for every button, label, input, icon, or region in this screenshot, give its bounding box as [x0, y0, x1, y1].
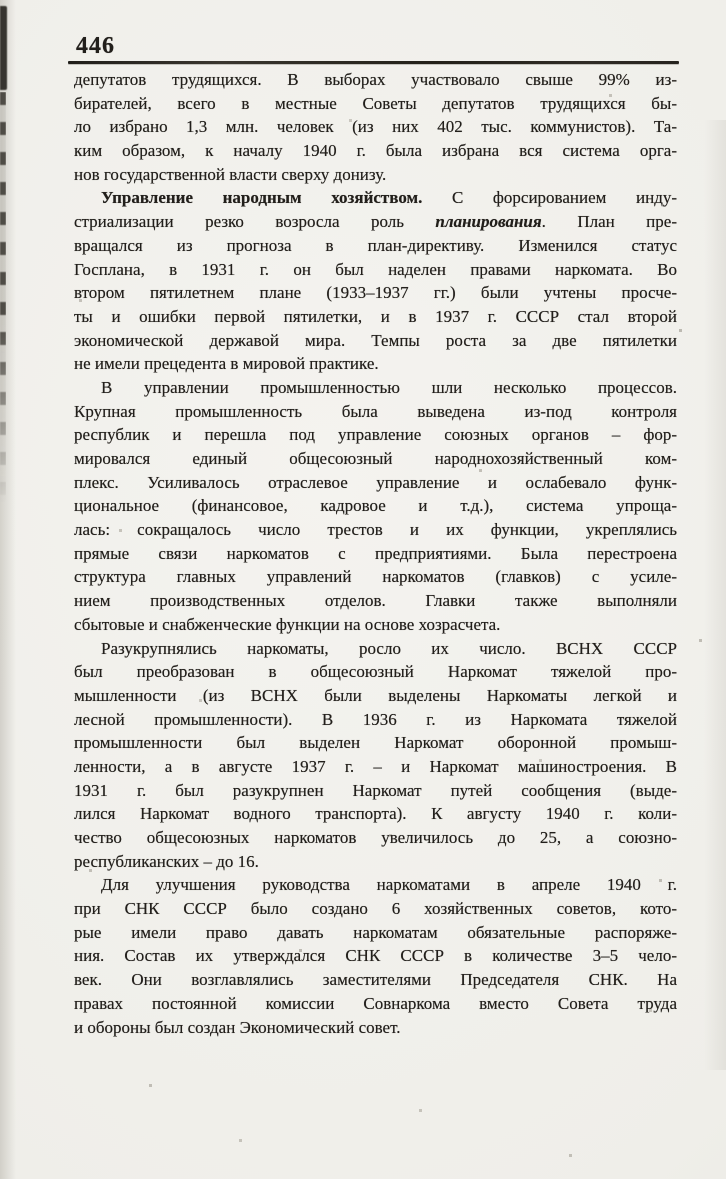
text-segment: при СНК СССР было создано 6 хозяйственных советов, кото- [74, 899, 677, 919]
text-line [74, 897, 677, 921]
text-segment: чество общесоюзных наркоматов увеличилось до 25, а союзно- [74, 828, 677, 847]
text-line [74, 163, 677, 187]
text-line [74, 423, 677, 447]
text-line [74, 115, 677, 139]
text-segment: республиканских – до 16. [74, 851, 259, 871]
text-line [74, 471, 677, 495]
text-segment: Управление народным хозяйством. [101, 188, 423, 208]
text-line [74, 731, 677, 755]
scan-edge-artifact-bar [0, 6, 7, 90]
text-line [74, 258, 677, 282]
text-segment: циональное (финансовое, кадровое и т.д.), система упроща- [74, 496, 677, 516]
text-segment: ты и ошибки первой пятилетки, и в 1937 г. СССР стал второй [74, 306, 677, 326]
text-segment: стриализации резко возросла роль [74, 212, 436, 232]
text-segment: планирования [435, 212, 542, 232]
text-block [74, 68, 677, 1039]
text-line [74, 542, 677, 566]
text-line [74, 660, 677, 684]
text-line [74, 518, 677, 542]
text-segment: лился Наркомат водного транспорта). К августу 1940 г. коли- [74, 804, 677, 824]
text-line [74, 684, 677, 708]
text-segment: мировался единый общесоюзный народнохозяйственный ком- [74, 449, 677, 468]
text-line [74, 968, 677, 992]
text-line [74, 92, 677, 116]
text-segment: Для улучшения руководства наркоматами в апреле 1940 г. [101, 875, 677, 895]
text-segment: не имели прецедента в мировой практике. [74, 354, 379, 374]
text-line [74, 637, 677, 661]
text-segment: был преобразован в общесоюзный Наркомат тяжелой про- [74, 662, 677, 682]
text-segment: рые имели право давать наркоматам обязательные распоряже- [74, 922, 677, 942]
text-segment: ния. Состав их утверждался СНК СССР в количестве 3–5 чело- [74, 946, 677, 966]
text-segment: ло избрано 1,3 млн. человек (из них 402 тыс. коммунистов). Та- [74, 117, 677, 137]
text-segment: плекс. Усиливалось отраслевое управление и ослабевало функ- [74, 472, 677, 492]
text-line [74, 565, 677, 589]
text-line [74, 352, 677, 376]
text-line [74, 234, 677, 258]
text-segment: С форсированием инду- [422, 188, 677, 208]
text-segment: . План пре- [541, 212, 677, 232]
text-segment: промышленности был выделен Наркомат оборонной промыш- [74, 733, 677, 753]
text-segment: депутатов трудящихся. В выборах участвовало свыше 99% из- [74, 70, 677, 89]
text-segment: лась: сокращалось число трестов и их функции, укреплялись [74, 520, 677, 540]
text-line [74, 873, 677, 897]
text-segment: и обороны был создан Экономический совет. [74, 1017, 401, 1037]
text-segment: лесной промышленности). В 1936 г. из Наркомата тяжелой [74, 709, 677, 729]
text-segment: втором пятилетнем плане (1933–1937 гг.) были учтены просче- [74, 283, 677, 303]
text-line [74, 305, 677, 329]
text-line [74, 329, 677, 353]
text-segment: правах постоянной комиссии Совнаркома вместо Совета труда [74, 993, 677, 1013]
text-line [74, 400, 677, 424]
right-edge-smudge [704, 120, 726, 1070]
scan-edge-artifact-dashes [0, 92, 6, 507]
text-line [74, 447, 677, 471]
paper-speckles [0, 0, 1, 1]
text-line [74, 921, 677, 945]
text-segment: В управлении промышленностью шли несколько процессов. [101, 377, 677, 397]
text-segment: нием производственных отделов. Главки также выполняли [74, 591, 677, 611]
text-line [74, 1016, 677, 1040]
text-line [74, 826, 677, 850]
text-line [74, 186, 677, 210]
text-line [74, 68, 677, 92]
text-segment: сбытовые и снабженческие функции на основе хозрасчета. [74, 614, 501, 634]
text-segment: ленности, а в августе 1937 г. – и Наркомат машиностроения. В [74, 756, 677, 776]
text-line [74, 494, 677, 518]
text-line [74, 589, 677, 613]
text-segment: мышленности (из ВСНХ были выделены Наркоматы легкой и [74, 685, 677, 705]
text-segment: прямые связи наркоматов с предприятиями. Была перестроена [74, 543, 677, 563]
text-line [74, 139, 677, 163]
text-segment: Госплана, в 1931 г. он был наделен правами наркомата. Во [74, 259, 677, 279]
text-segment: экономической державой мира. Темпы роста за две пятилетки [74, 330, 677, 350]
text-line [74, 944, 677, 968]
text-line [74, 755, 677, 779]
page-number: 446 [76, 33, 115, 59]
text-segment: ким образом, к началу 1940 г. была избрана вся система орга- [74, 141, 677, 161]
text-line [74, 210, 677, 234]
text-segment: вращался из прогноза в план-директиву. Изменился статус [74, 235, 677, 255]
text-line [74, 376, 677, 400]
text-segment: век. Они возглавлялись заместителями Председателя СНК. На [74, 970, 677, 990]
text-line [74, 992, 677, 1016]
text-segment: республик и перешла под управление союзных органов – фор- [74, 425, 677, 445]
text-line [74, 281, 677, 305]
text-line [74, 802, 677, 826]
text-line [74, 708, 677, 732]
text-segment: бирателей, всего в местные Советы депутатов трудящихся бы- [74, 93, 677, 113]
text-segment: Разукрупнялись наркоматы, росло их число. ВСНХ СССР [101, 638, 677, 658]
text-line [74, 850, 677, 874]
text-segment: структура главных управлений наркоматов (главков) с усиле- [74, 567, 677, 587]
text-segment: нов государственной власти сверху донизу. [74, 164, 387, 184]
text-segment: 1931 г. был разукрупнен Наркомат путей сообщения (выде- [74, 780, 677, 800]
text-line [74, 779, 677, 803]
text-segment: Крупная промышленность была выведена из-под контроля [74, 401, 677, 421]
header-rule [68, 61, 679, 64]
text-line [74, 613, 677, 637]
